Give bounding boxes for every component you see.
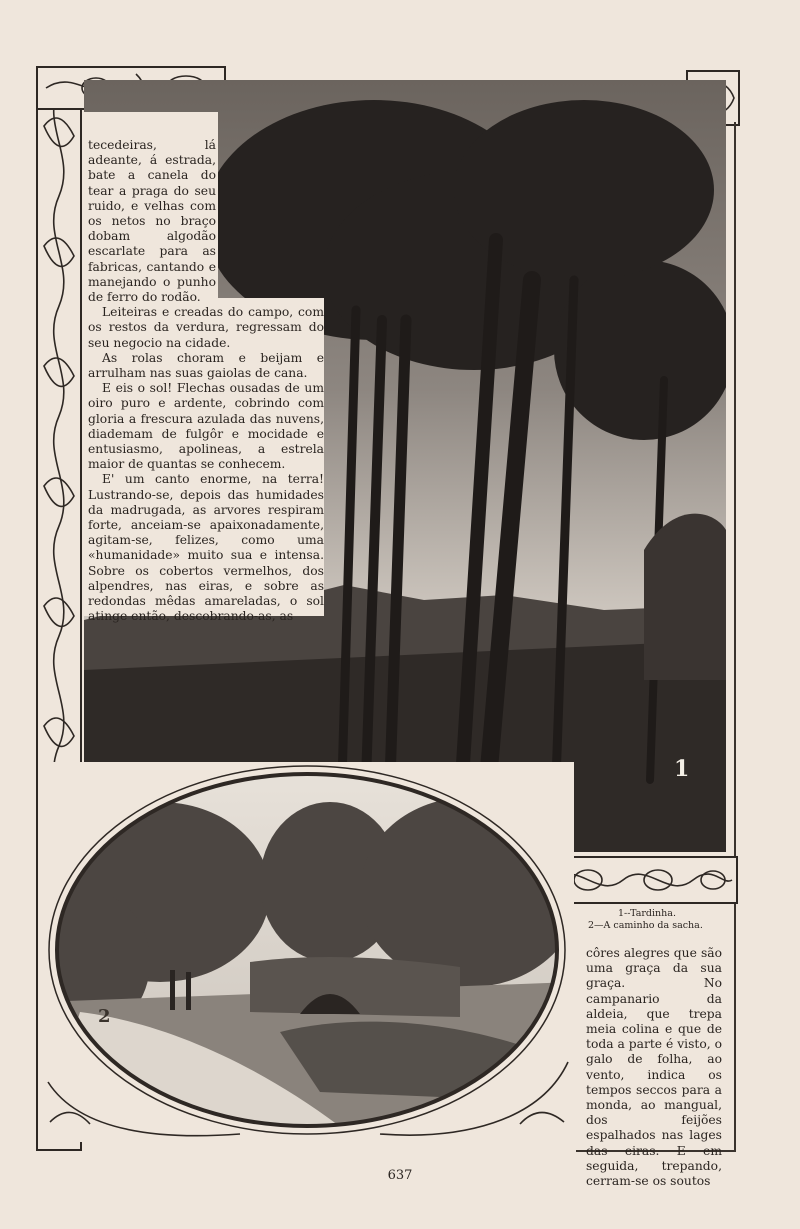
paragraph: E eis o sol! Flechas ousadas de um oiro puro e ardente, cobrindo com gloria a frescura azulada das nuvens, diademam de fulgôr e mocidade e entusiasmo, apolineas, a estrela maior de quantas se conhecem. [88,381,324,472]
paragraph: tecedeiras, lá adeante, á estrada, bate a canela do tear a praga do seu ruido, e velhas com os netos no braço dobam algodão escarlate para as fabricas, cantando e manejando o punho de ferro do rodão. [88,138,216,305]
paragraph: Leiteiras e creadas do campo, com os restos da verdura, regressam do seu negocio na cidade. [88,305,324,350]
frame-right-rule [734,122,736,862]
caption-2: 2—A caminho da sacha. [588,920,703,931]
photo-captions [588,908,728,932]
caption-1: 1--Tardinha. [618,908,676,919]
paragraph: As rolas choram e beijam e arrulham nas suas gaiolas de cana. [88,350,324,381]
article-column-left [88,138,324,625]
photo-a-caminho-da-sacha [40,762,574,1142]
ornamental-band [548,856,738,904]
photo1-number: 1 [674,756,690,782]
page-number: 637 [387,1168,413,1183]
photo2-number: 2 [98,1006,111,1027]
article-column-right: côres alegres que são uma graça da sua graça. No campanario da aldeia, que trepa meia colina e que de toda a parte é visto, o galo de folha, ao vento, indica os tempos seccos para a monda, ao mangual, dos feijões espalhados nas lages das eiras. E em seguida, trepando, cerram-se os soutos [586,946,722,1189]
paragraph: E' um canto enorme, na terra! Lustrando-se, depois das humidades da madrugada, as arvores respiram forte, anceiam-se apaixonadamente, agitam-se, felizes, como uma «humanidade» muito sua e intensa. Sobre os cobertos vermelhos, dos alpendres, nas eiras, e sobre as redondas mêdas amareladas, o sol atinge então, descobrando-as, as [88,472,324,624]
